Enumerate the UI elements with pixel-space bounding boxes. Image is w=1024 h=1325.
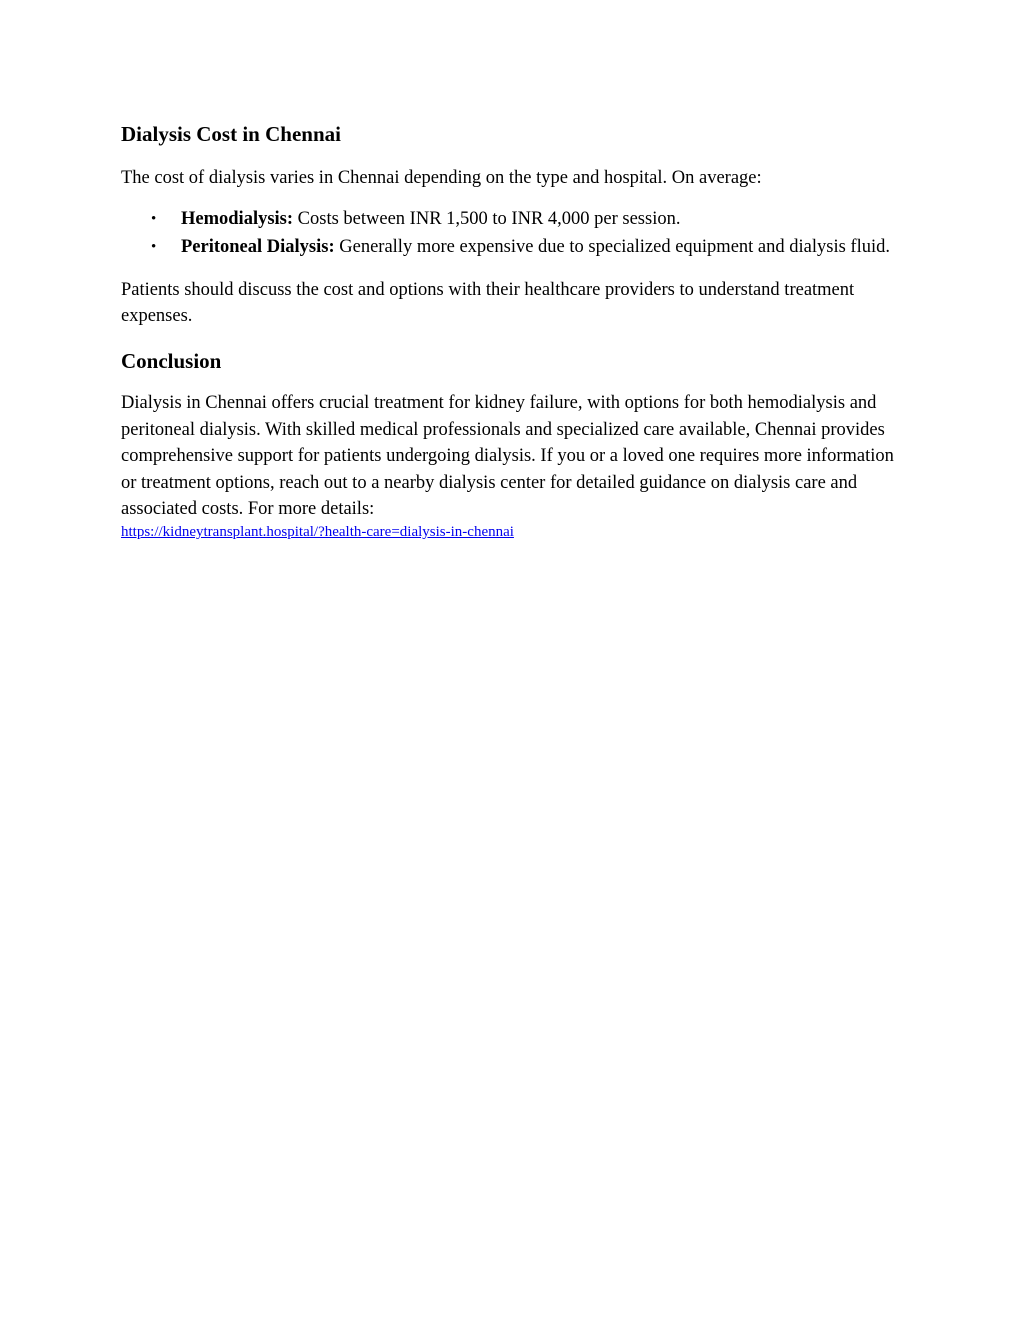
conclusion-paragraph: Dialysis in Chennai offers crucial treatment for kidney failure, with options for both hemodialysis and peritoneal dialysis. With skilled medical professionals and specialized care available, Chennai provides comprehensive support for patients undergoing dialysis. If you or a loved one requires more information or treatment options, reach out to a nearby dialysis center for detailed guidance on dialysis care and associated costs. For more details:: [121, 392, 894, 520]
document-content: [121, 119, 906, 542]
list-item-peritoneal: [121, 234, 906, 261]
cost-intro-paragraph: The cost of dialysis varies in Chennai depending on the type and hospital. On average:: [121, 168, 762, 188]
list-item-term: Hemodialysis:: [181, 208, 294, 229]
cost-list: [121, 206, 906, 261]
list-item-text: Generally more expensive due to specialized equipment and dialysis fluid.: [334, 237, 890, 258]
bullet-icon: •: [151, 239, 157, 256]
heading-dialysis-cost: Dialysis Cost in Chennai: [121, 122, 341, 146]
bullet-icon: •: [151, 210, 157, 227]
list-item-text: Costs between INR 1,500 to INR 4,000 per session.: [293, 208, 681, 229]
details-link[interactable]: https://kidneytransplant.hospital/?health-care=dialysis-in-chennai: [121, 523, 514, 540]
list-item-term: Peritoneal Dialysis:: [181, 237, 335, 258]
cost-closing-paragraph: Patients should discuss the cost and options with their healthcare providers to understand treatment expenses.: [121, 279, 855, 327]
list-item-hemodialysis: [121, 206, 906, 233]
heading-conclusion: Conclusion: [121, 348, 222, 373]
